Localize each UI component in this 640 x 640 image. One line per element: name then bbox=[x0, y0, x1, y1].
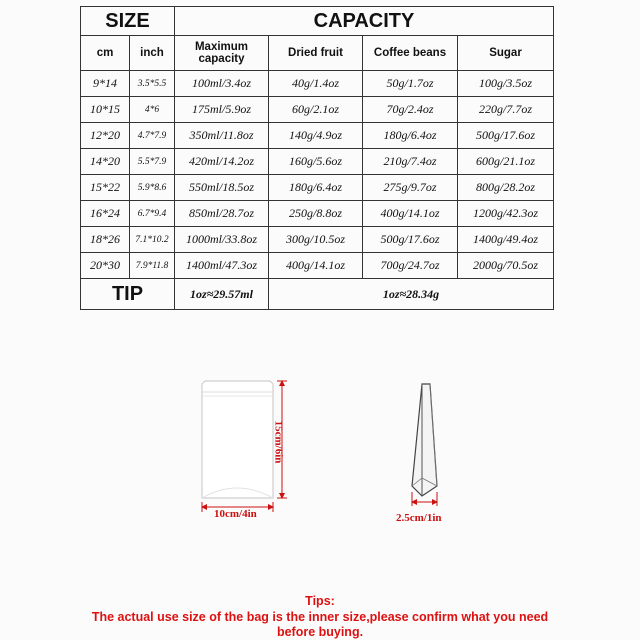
coffee-beans-cell: 210g/7.4oz bbox=[363, 149, 458, 175]
column-header-row bbox=[81, 36, 554, 71]
table-row bbox=[81, 253, 554, 279]
cm-cell: 18*26 bbox=[81, 227, 130, 253]
sugar-cell: 500g/17.6oz bbox=[458, 123, 554, 149]
tip-ml: 1oz≈29.57ml bbox=[175, 279, 269, 310]
max-capacity-cell: 420ml/14.2oz bbox=[175, 149, 269, 175]
dried-fruit-cell: 250g/8.8oz bbox=[269, 201, 363, 227]
max-capacity-cell: 350ml/11.8oz bbox=[175, 123, 269, 149]
inch-cell: 4.7*7.9 bbox=[130, 123, 175, 149]
tips-title: Tips: bbox=[305, 594, 335, 608]
cm-cell: 16*24 bbox=[81, 201, 130, 227]
sugar-cell: 2000g/70.5oz bbox=[458, 253, 554, 279]
inch-cell: 7.1*10.2 bbox=[130, 227, 175, 253]
max-capacity-cell: 550ml/18.5oz bbox=[175, 175, 269, 201]
dried-fruit-cell: 40g/1.4oz bbox=[269, 71, 363, 97]
col-dried-fruit: Dried fruit bbox=[269, 36, 363, 71]
inch-cell: 4*6 bbox=[130, 97, 175, 123]
sugar-cell: 220g/7.7oz bbox=[458, 97, 554, 123]
max-capacity-cell: 1000ml/33.8oz bbox=[175, 227, 269, 253]
dried-fruit-cell: 160g/5.6oz bbox=[269, 149, 363, 175]
table-body bbox=[81, 71, 554, 279]
dried-fruit-cell: 60g/2.1oz bbox=[269, 97, 363, 123]
inch-cell: 7.9*11.8 bbox=[130, 253, 175, 279]
table-row bbox=[81, 201, 554, 227]
dried-fruit-cell: 140g/4.9oz bbox=[269, 123, 363, 149]
max-capacity-cell: 175ml/5.9oz bbox=[175, 97, 269, 123]
table-row bbox=[81, 175, 554, 201]
title-row bbox=[81, 7, 554, 36]
sugar-cell: 1200g/42.3oz bbox=[458, 201, 554, 227]
dried-fruit-cell: 400g/14.1oz bbox=[269, 253, 363, 279]
width-label: 10cm/4in bbox=[214, 508, 257, 520]
table-row bbox=[81, 71, 554, 97]
tips-line-2: before buying. bbox=[276, 625, 364, 639]
col-inch: inch bbox=[130, 36, 175, 71]
gusset-outline-icon bbox=[412, 384, 437, 496]
col-coffee-beans: Coffee beans bbox=[363, 36, 458, 71]
coffee-beans-cell: 70g/2.4oz bbox=[363, 97, 458, 123]
col-max-capacity: Maximum capacity bbox=[175, 36, 269, 71]
coffee-beans-cell: 500g/17.6oz bbox=[363, 227, 458, 253]
table-row bbox=[81, 97, 554, 123]
cm-cell: 12*20 bbox=[81, 123, 130, 149]
sugar-cell: 1400g/49.4oz bbox=[458, 227, 554, 253]
inch-cell: 3.5*5.5 bbox=[130, 71, 175, 97]
bag-side-diagram bbox=[395, 380, 455, 520]
cm-cell: 14*20 bbox=[81, 149, 130, 175]
gusset-label: 2.5cm/1in bbox=[396, 512, 442, 524]
coffee-beans-cell: 275g/9.7oz bbox=[363, 175, 458, 201]
max-capacity-cell: 1400ml/47.3oz bbox=[175, 253, 269, 279]
coffee-beans-cell: 180g/6.4oz bbox=[363, 123, 458, 149]
bag-outline-icon bbox=[202, 381, 273, 498]
size-header: SIZE bbox=[81, 7, 175, 36]
tip-label: TIP bbox=[81, 279, 175, 310]
tips-line-1: The actual use size of the bag is the inner size,please confirm what you need bbox=[91, 610, 549, 624]
tip-row bbox=[81, 279, 554, 310]
col-cm: cm bbox=[81, 36, 130, 71]
dried-fruit-cell: 300g/10.5oz bbox=[269, 227, 363, 253]
capacity-header: CAPACITY bbox=[175, 7, 554, 36]
coffee-beans-cell: 700g/24.7oz bbox=[363, 253, 458, 279]
inch-cell: 5.5*7.9 bbox=[130, 149, 175, 175]
dried-fruit-cell: 180g/6.4oz bbox=[269, 175, 363, 201]
table-row bbox=[81, 123, 554, 149]
coffee-beans-cell: 400g/14.1oz bbox=[363, 201, 458, 227]
cm-cell: 9*14 bbox=[81, 71, 130, 97]
col-sugar: Sugar bbox=[458, 36, 554, 71]
coffee-beans-cell: 50g/1.7oz bbox=[363, 71, 458, 97]
height-label: 15cm/6in bbox=[272, 420, 285, 464]
sugar-cell: 100g/3.5oz bbox=[458, 71, 554, 97]
sugar-cell: 800g/28.2oz bbox=[458, 175, 554, 201]
capacity-table bbox=[80, 6, 554, 310]
inch-cell: 6.7*9.4 bbox=[130, 201, 175, 227]
table-row bbox=[81, 149, 554, 175]
cm-cell: 10*15 bbox=[81, 97, 130, 123]
sugar-cell: 600g/21.1oz bbox=[458, 149, 554, 175]
max-capacity-cell: 850ml/28.7oz bbox=[175, 201, 269, 227]
table-row bbox=[81, 227, 554, 253]
bag-front-diagram bbox=[190, 370, 310, 530]
inch-cell: 5.9*8.6 bbox=[130, 175, 175, 201]
tip-g: 1oz≈28.34g bbox=[269, 279, 554, 310]
max-capacity-cell: 100ml/3.4oz bbox=[175, 71, 269, 97]
cm-cell: 15*22 bbox=[81, 175, 130, 201]
cm-cell: 20*30 bbox=[81, 253, 130, 279]
